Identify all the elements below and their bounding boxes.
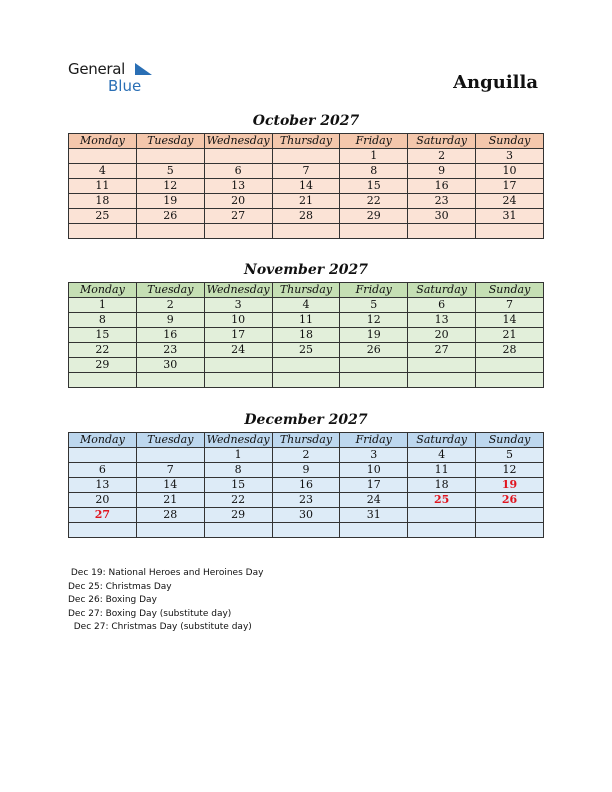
empty-day-cell [204,149,272,164]
day-cell: 11 [272,313,340,328]
day-cell: 7 [272,164,340,179]
day-cell: 13 [204,179,272,194]
empty-day-cell [476,508,544,523]
day-cell: 11 [408,463,476,478]
weekday-header-tuesday: Tuesday [136,134,204,149]
day-cell: 17 [340,478,408,493]
day-cell: 8 [69,313,137,328]
december-title: December 2027 [244,412,368,428]
weekday-header-sunday: Sunday [476,134,544,149]
day-cell: 5 [136,164,204,179]
day-cell: 7 [476,298,544,313]
holiday-list [68,567,263,635]
weekday-header-friday: Friday [340,433,408,448]
day-cell: 16 [136,328,204,343]
day-cell: 22 [69,343,137,358]
empty-day-cell [476,373,544,388]
calendar-week-row [69,164,544,179]
day-cell: 10 [476,164,544,179]
weekday-header-monday: Monday [69,283,137,298]
holiday-note: Dec 19: National Heroes and Heroines Day [68,568,264,578]
day-cell: 25 [272,343,340,358]
calendar-week-row [69,194,544,209]
empty-day-cell [272,358,340,373]
empty-day-cell [408,508,476,523]
weekday-header-thursday: Thursday [272,134,340,149]
empty-day-cell [476,224,544,239]
day-cell: 31 [340,508,408,523]
day-cell: 2 [136,298,204,313]
empty-day-cell [408,523,476,538]
calendar-week-row [69,224,544,239]
day-cell: 27 [204,209,272,224]
day-cell: 20 [408,328,476,343]
day-cell: 23 [408,194,476,209]
empty-day-cell [69,149,137,164]
day-cell: 18 [408,478,476,493]
day-cell: 8 [204,463,272,478]
day-cell: 12 [476,463,544,478]
day-cell: 29 [340,209,408,224]
day-cell: 30 [272,508,340,523]
day-cell: 30 [136,358,204,373]
empty-day-cell [204,373,272,388]
day-cell: 21 [272,194,340,209]
weekday-header-sunday: Sunday [476,433,544,448]
day-cell: 3 [476,149,544,164]
calendar-week-row [69,179,544,194]
empty-day-cell [204,523,272,538]
day-cell: 1 [340,149,408,164]
holiday-note: Dec 27: Boxing Day (substitute day) [68,608,232,619]
day-cell: 20 [204,194,272,209]
empty-day-cell [136,149,204,164]
general-blue-logo [68,60,168,100]
weekday-header-friday: Friday [340,283,408,298]
day-cell: 10 [340,463,408,478]
day-cell: 5 [476,448,544,463]
holiday-note: Dec 26: Boxing Day [68,595,157,605]
day-cell: 22 [340,194,408,209]
empty-day-cell [476,358,544,373]
empty-day-cell [272,523,340,538]
weekday-header-wednesday: Wednesday [204,433,272,448]
empty-day-cell [408,224,476,239]
day-cell: 18 [272,328,340,343]
day-cell: 26 [136,209,204,224]
weekday-header-thursday: Thursday [272,433,340,448]
empty-day-cell [204,224,272,239]
weekday-header-monday: Monday [69,433,137,448]
empty-day-cell [69,224,137,239]
logo-blue-text: Blue [108,77,142,95]
calendar-week-row [69,343,544,358]
day-cell: 3 [340,448,408,463]
calendar-week-row [69,313,544,328]
day-cell: 15 [340,179,408,194]
day-cell: 1 [69,298,137,313]
day-cell: 4 [408,448,476,463]
day-cell: 16 [272,478,340,493]
empty-day-cell [69,373,137,388]
day-cell: 23 [272,493,340,508]
holiday-day-cell: 25 [408,493,476,508]
empty-day-cell [272,149,340,164]
november-calendar [68,282,544,388]
day-cell: 14 [136,478,204,493]
empty-day-cell [136,448,204,463]
day-cell: 21 [136,493,204,508]
calendar-week-row [69,298,544,313]
day-cell: 10 [204,313,272,328]
empty-day-cell [69,523,137,538]
day-cell: 25 [69,209,137,224]
day-cell: 2 [408,149,476,164]
day-cell: 18 [69,194,137,209]
weekday-header-wednesday: Wednesday [204,283,272,298]
weekday-header-row [69,433,544,448]
day-cell: 15 [69,328,137,343]
calendar-week-row [69,523,544,538]
empty-day-cell [408,358,476,373]
day-cell: 9 [408,164,476,179]
day-cell: 3 [204,298,272,313]
day-cell: 13 [69,478,137,493]
empty-day-cell [408,373,476,388]
day-cell: 13 [408,313,476,328]
day-cell: 29 [204,508,272,523]
day-cell: 20 [69,493,137,508]
weekday-header-friday: Friday [340,134,408,149]
day-cell: 9 [136,313,204,328]
day-cell: 30 [408,209,476,224]
holiday-day-cell: 27 [69,508,137,523]
calendar-week-row [69,493,544,508]
day-cell: 29 [69,358,137,373]
day-cell: 2 [272,448,340,463]
weekday-header-wednesday: Wednesday [204,134,272,149]
calendar-week-row [69,209,544,224]
day-cell: 17 [204,328,272,343]
calendar-week-row [69,149,544,164]
weekday-header-tuesday: Tuesday [136,283,204,298]
day-cell: 28 [476,343,544,358]
day-cell: 6 [69,463,137,478]
day-cell: 14 [476,313,544,328]
day-cell: 12 [136,179,204,194]
empty-day-cell [272,224,340,239]
empty-day-cell [136,224,204,239]
day-cell: 4 [69,164,137,179]
day-cell: 26 [340,343,408,358]
empty-day-cell [340,224,408,239]
calendar-week-row [69,478,544,493]
day-cell: 8 [340,164,408,179]
country-title: Anguilla [453,72,538,93]
empty-day-cell [136,373,204,388]
day-cell: 19 [340,328,408,343]
holiday-note: Dec 27: Christmas Day (substitute day) [68,622,252,632]
day-cell: 22 [204,493,272,508]
day-cell: 1 [204,448,272,463]
weekday-header-row [69,134,544,149]
day-cell: 27 [408,343,476,358]
calendar-week-row [69,373,544,388]
empty-day-cell [476,523,544,538]
holiday-note: Dec 25: Christmas Day [68,581,172,592]
empty-day-cell [340,373,408,388]
empty-day-cell [69,448,137,463]
weekday-header-saturday: Saturday [408,134,476,149]
empty-day-cell [136,523,204,538]
weekday-header-saturday: Saturday [408,283,476,298]
day-cell: 11 [69,179,137,194]
december-calendar [68,432,544,538]
day-cell: 6 [204,164,272,179]
logo-general-text: General [68,60,126,78]
calendar-week-row [69,358,544,373]
day-cell: 24 [204,343,272,358]
day-cell: 6 [408,298,476,313]
weekday-header-thursday: Thursday [272,283,340,298]
weekday-header-sunday: Sunday [476,283,544,298]
empty-day-cell [272,373,340,388]
day-cell: 31 [476,209,544,224]
logo-triangle-icon [135,63,153,77]
weekday-header-monday: Monday [69,134,137,149]
holiday-day-cell: 19 [476,478,544,493]
day-cell: 14 [272,179,340,194]
holiday-day-cell: 26 [476,493,544,508]
calendar-week-row [69,463,544,478]
day-cell: 7 [136,463,204,478]
day-cell: 17 [476,179,544,194]
day-cell: 4 [272,298,340,313]
day-cell: 12 [340,313,408,328]
october-calendar [68,133,544,239]
october-title: October 2027 [252,113,360,129]
day-cell: 21 [476,328,544,343]
calendar-week-row [69,328,544,343]
day-cell: 28 [136,508,204,523]
day-cell: 24 [340,493,408,508]
weekday-header-row [69,283,544,298]
november-title: November 2027 [244,262,368,278]
day-cell: 5 [340,298,408,313]
weekday-header-saturday: Saturday [408,433,476,448]
day-cell: 15 [204,478,272,493]
empty-day-cell [340,358,408,373]
day-cell: 16 [408,179,476,194]
day-cell: 24 [476,194,544,209]
day-cell: 19 [136,194,204,209]
weekday-header-tuesday: Tuesday [136,433,204,448]
day-cell: 28 [272,209,340,224]
calendar-week-row [69,508,544,523]
day-cell: 9 [272,463,340,478]
empty-day-cell [204,358,272,373]
calendar-week-row [69,448,544,463]
empty-day-cell [340,523,408,538]
day-cell: 23 [136,343,204,358]
